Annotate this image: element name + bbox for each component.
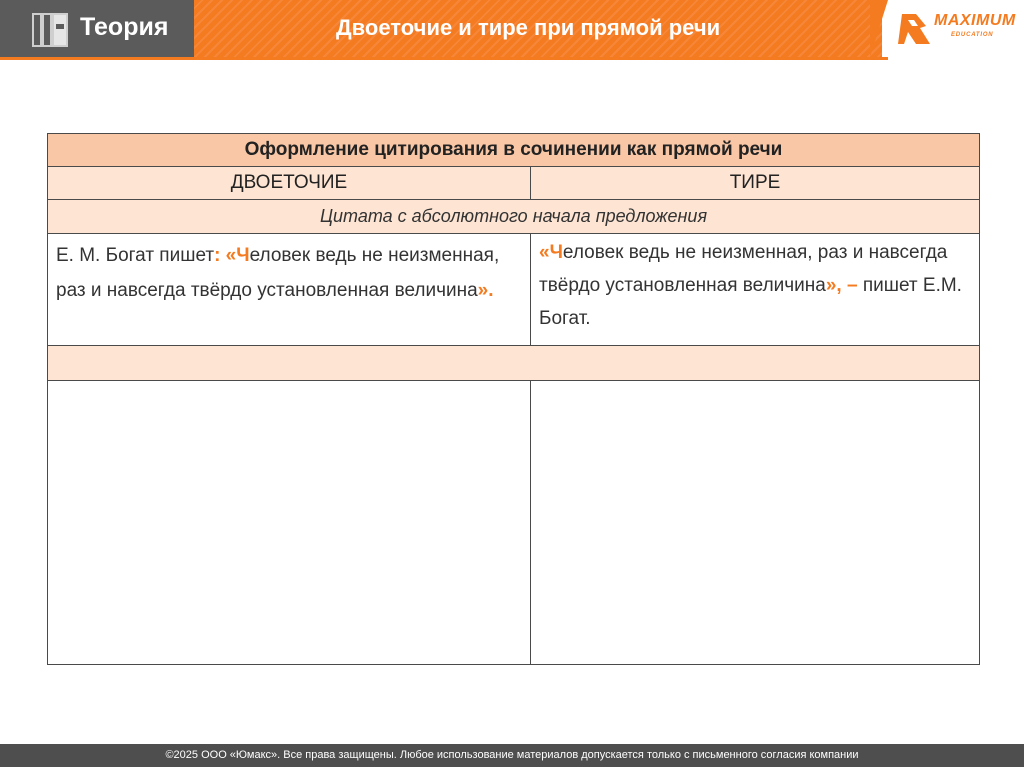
logo-subtitle: EDUCATION <box>951 32 994 38</box>
example-dash-cell <box>531 234 980 346</box>
example-dash-text <box>531 234 979 335</box>
footer-copyright: ©2025 ООО «Юмакс». Все права защищены. Любое использование материалов допускается только с письменного согласия компании <box>0 744 1024 767</box>
quotation-table <box>47 133 980 665</box>
table-title-row <box>48 134 980 167</box>
example-colon-author: Е. М. Богат пишет <box>56 245 215 266</box>
example-colon-text <box>48 234 530 308</box>
example-dash-punct-open: «Ч <box>539 242 563 263</box>
example-dash-author: пишет Е.М. Богат. <box>539 275 962 329</box>
empty-dash-cell <box>531 381 980 665</box>
empty-band-row <box>48 346 980 381</box>
empty-example-row <box>48 381 980 665</box>
column-header-dash: ТИРЕ <box>531 167 980 200</box>
example-dash-quote: еловек ведь не неизменная, раз и навсегда твёрдо установленная величина <box>539 242 948 296</box>
slide-title: Двоеточие и тире при прямой речи <box>336 15 721 40</box>
column-header-colon: ДВОЕТОЧИЕ <box>48 167 531 200</box>
table-subheading-row <box>48 200 980 234</box>
header-underline <box>0 57 888 60</box>
example-colon-punct-close: ». <box>477 280 494 301</box>
header-title-band-tail <box>870 0 888 57</box>
table-title: Оформление цитирования в сочинении как прямой речи <box>48 134 980 167</box>
table-header-row <box>48 167 980 200</box>
example-colon-punct-open: : «Ч <box>214 245 250 266</box>
empty-band-cell <box>48 346 980 381</box>
example-colon-quote: еловек ведь не неизменная, раз и навсегда твёрдо установленная величина <box>56 245 500 301</box>
table-subheading: Цитата с абсолютного начала предложения <box>48 200 980 234</box>
logo-wordmark: MAXIMUM <box>934 12 1016 29</box>
slide-header <box>0 0 1024 62</box>
book-icon <box>30 10 70 50</box>
example-row <box>48 234 980 346</box>
example-dash-punct-close: », – <box>825 275 858 296</box>
empty-colon-cell <box>48 381 531 665</box>
section-label: Теория <box>80 13 169 41</box>
example-colon-cell <box>48 234 531 346</box>
